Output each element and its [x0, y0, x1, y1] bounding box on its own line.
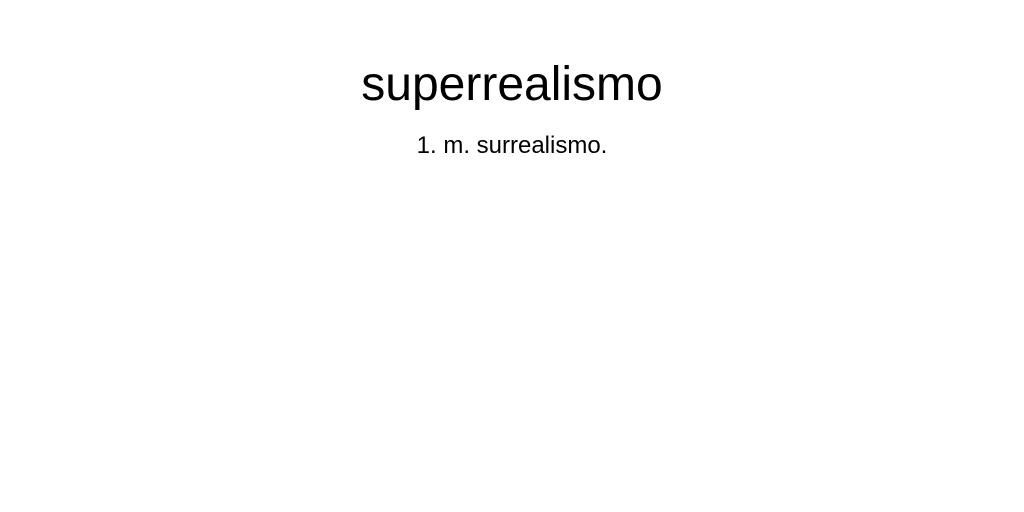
- entry-definition: 1. m. surrealismo.: [416, 132, 608, 159]
- entry-headword: superrealismo: [361, 58, 663, 111]
